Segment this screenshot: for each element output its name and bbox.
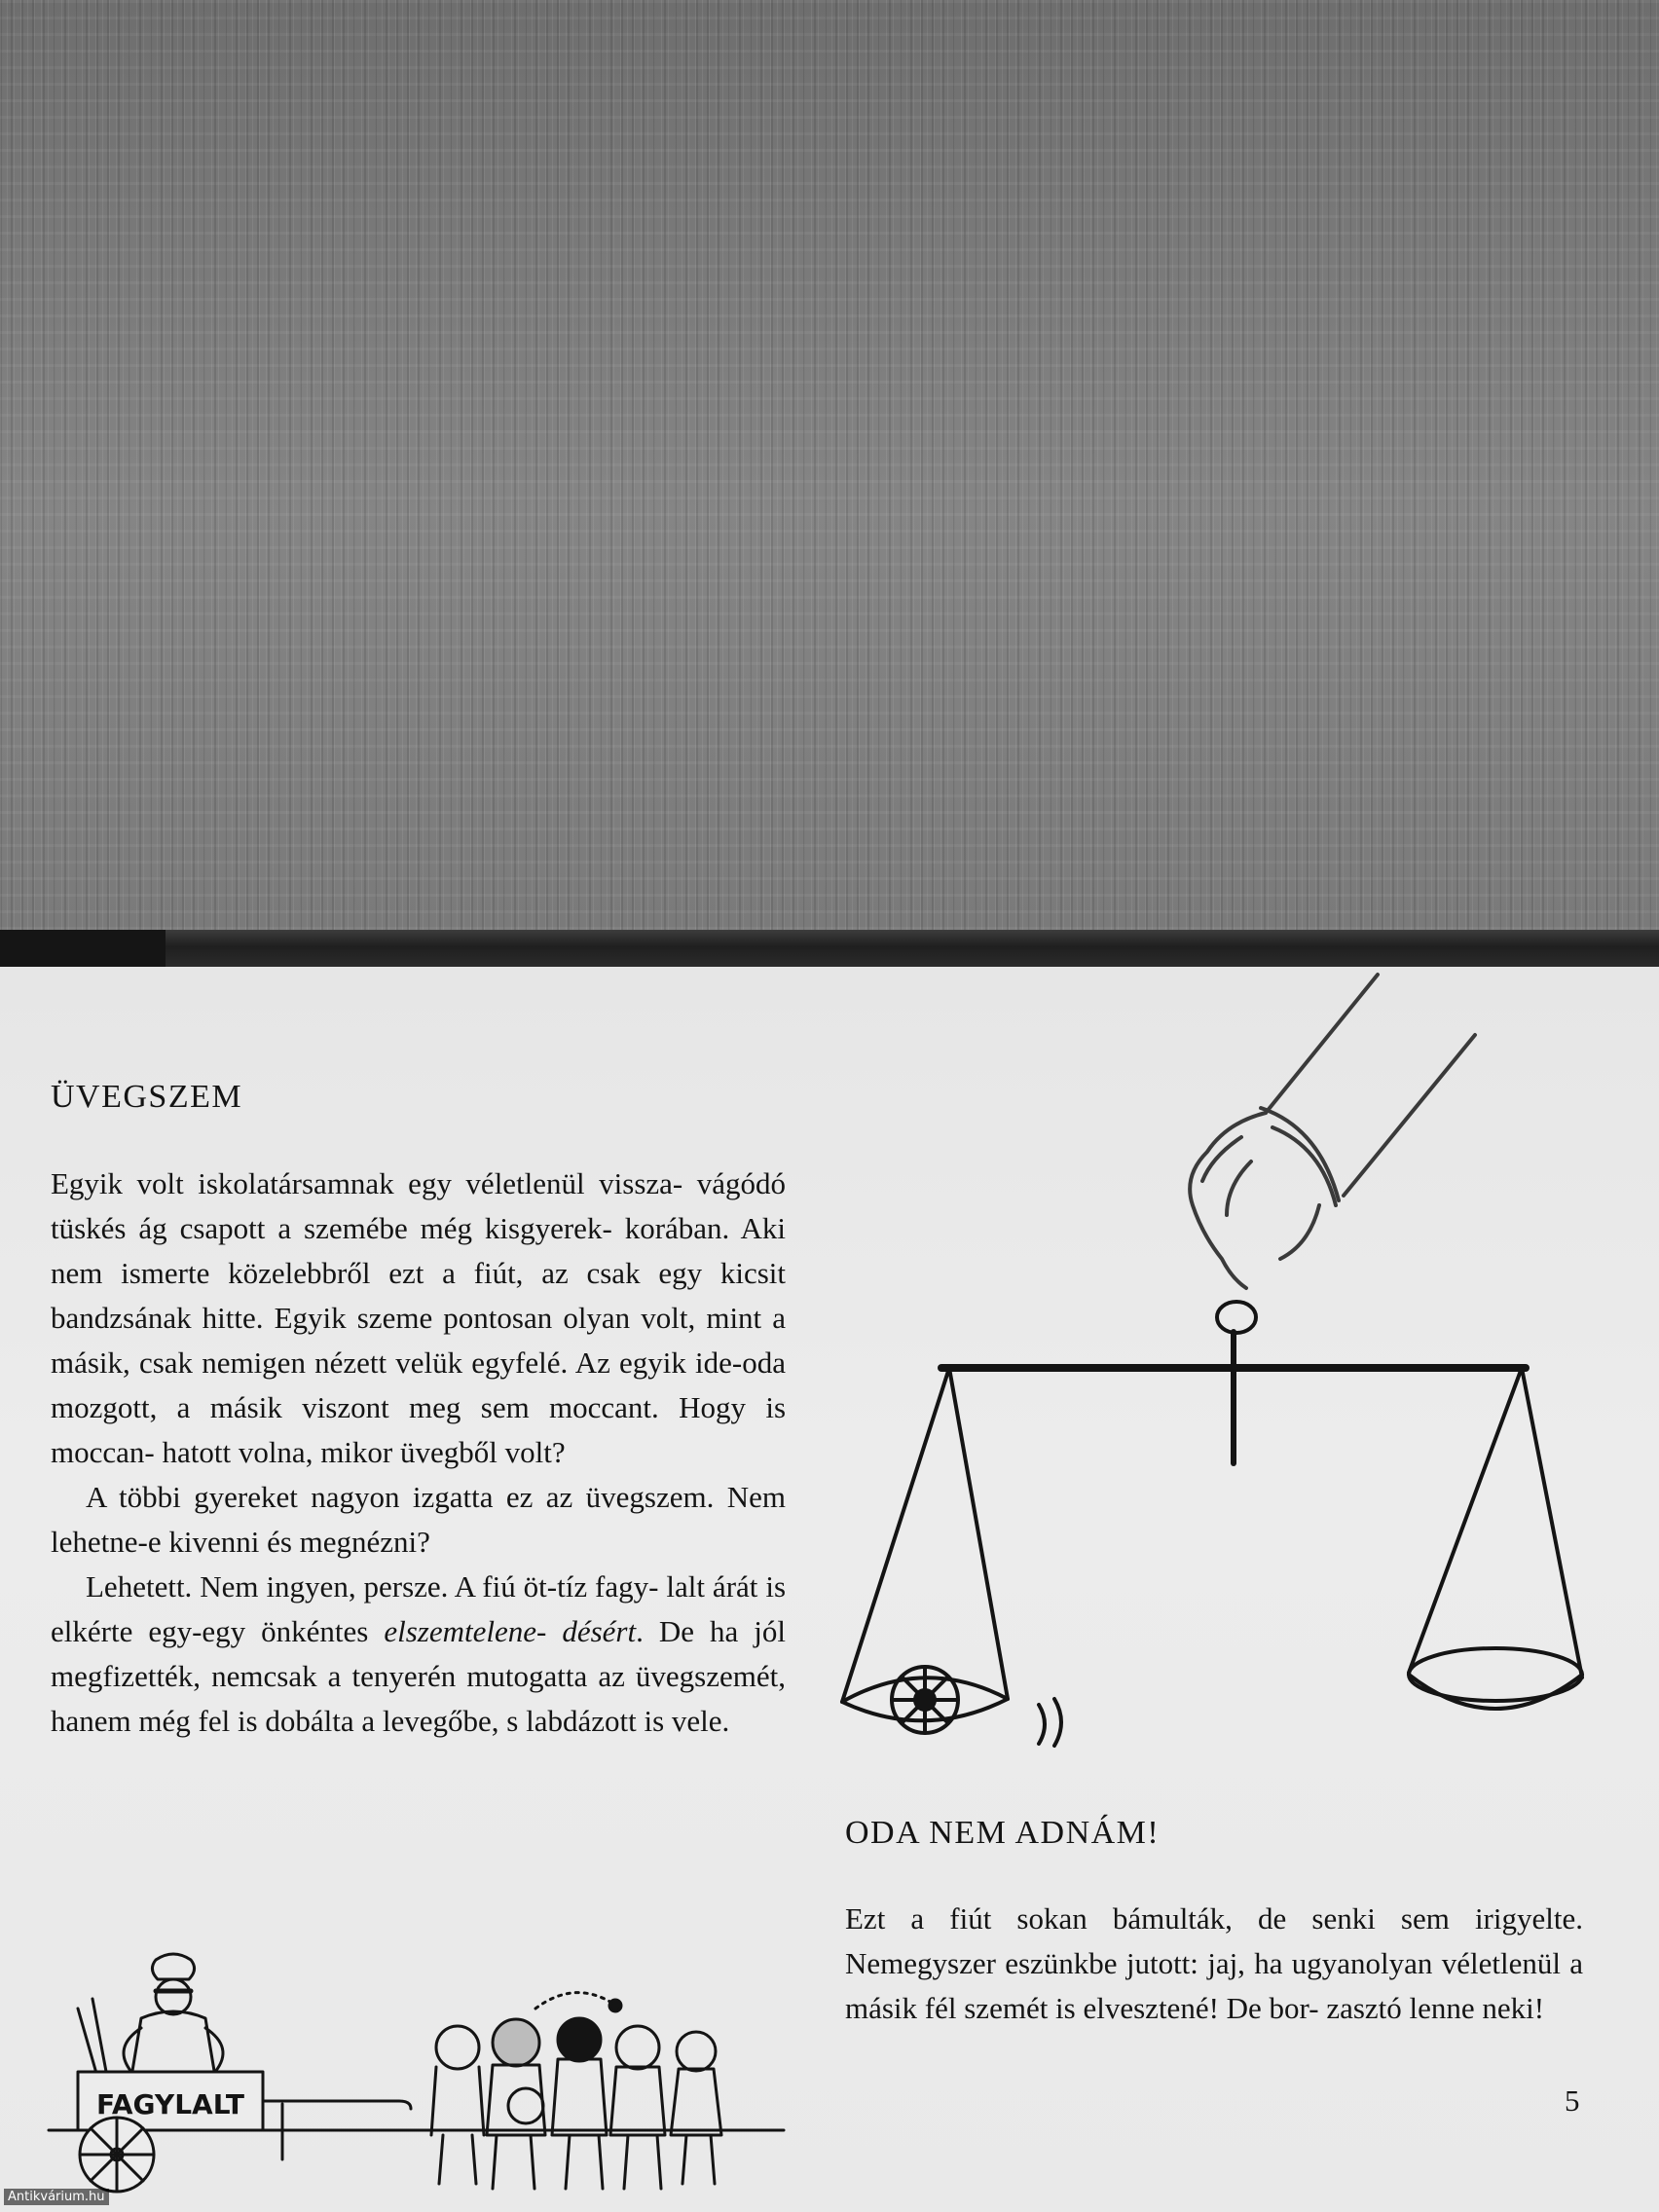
paragraph-3	[51, 1565, 786, 1744]
ice-cream-cart-illustration	[39, 1950, 798, 2203]
right-column-text	[845, 1897, 1583, 2031]
italic-word: elszemtelene-	[384, 1614, 547, 1648]
text-line: korában. Aki nem ismerte közelebbről ezt a fiút,	[51, 1211, 786, 1290]
text-line: Nem lehetne-e kivenni és megnézni?	[51, 1480, 786, 1559]
text-line: a levegőbe, s labdázott is vele.	[361, 1704, 730, 1738]
text-line: Ezt a fiút sokan bámulták, de senki sem irigyelte.	[845, 1901, 1583, 1936]
text-line: véletlenül a másik fél szemét is elvesztené! De bor-	[845, 1946, 1583, 2025]
text-line: Nemegyszer eszünkbe jutott: jaj, ha ugyanolyan	[845, 1946, 1433, 1980]
text-line: az csak egy kicsit bandzsának hitte. Egyik szeme	[51, 1256, 787, 1335]
paragraph-right	[845, 1897, 1583, 2031]
text-line: Lehetett. Nem ingyen, persze. A fiú öt-tíz fagy-	[86, 1569, 659, 1604]
paragraph-1	[51, 1161, 786, 1475]
section-heading-oda-nem-adnam: ODA NEM ADNÁM!	[845, 1815, 1161, 1851]
text-line: . De ha jól megfizették, nemcsak a tenyerén	[51, 1614, 786, 1693]
text-line: másik viszont meg sem moccant. Hogy is moccan-	[51, 1390, 787, 1469]
text-line: lalt árát is elkérte egy-egy önkéntes	[51, 1569, 787, 1648]
section-heading-uvegszem: ÜVEGSZEM	[51, 1079, 243, 1115]
left-column-text	[51, 1161, 786, 1744]
cart-sign: FAGYLALT	[95, 2088, 245, 2120]
italic-word: désért	[562, 1614, 637, 1648]
book-page	[0, 967, 1659, 2212]
book-cover-background	[0, 0, 1659, 930]
text-line: Egyik volt iskolatársamnak egy véletlenül vissza-	[51, 1166, 683, 1200]
watermark-text: Antikvárium.hu	[4, 2189, 109, 2205]
text-line: mutogatta az üvegszemét, hanem még fel is dobálta	[51, 1659, 786, 1738]
book-spine-edge	[0, 930, 1659, 967]
text-line: vágódó tüskés ág csapott a szemébe még kisgyerek-	[51, 1166, 786, 1245]
text-line: zasztó lenne neki!	[1326, 1991, 1545, 2025]
balance-scale-illustration	[832, 967, 1611, 1755]
paragraph-2	[51, 1475, 786, 1565]
text-line: pontosan olyan volt, mint a másik, csak nemigen	[51, 1301, 787, 1380]
text-line: hatott volna, mikor üvegből volt?	[162, 1435, 566, 1469]
page-number: 5	[1565, 2083, 1580, 2118]
text-line: A többi gyereket nagyon izgatta ez az üvegszem.	[86, 1480, 715, 1514]
text-line: nézett velük egyfelé. Az egyik ide-oda mozgott, a	[51, 1346, 786, 1424]
